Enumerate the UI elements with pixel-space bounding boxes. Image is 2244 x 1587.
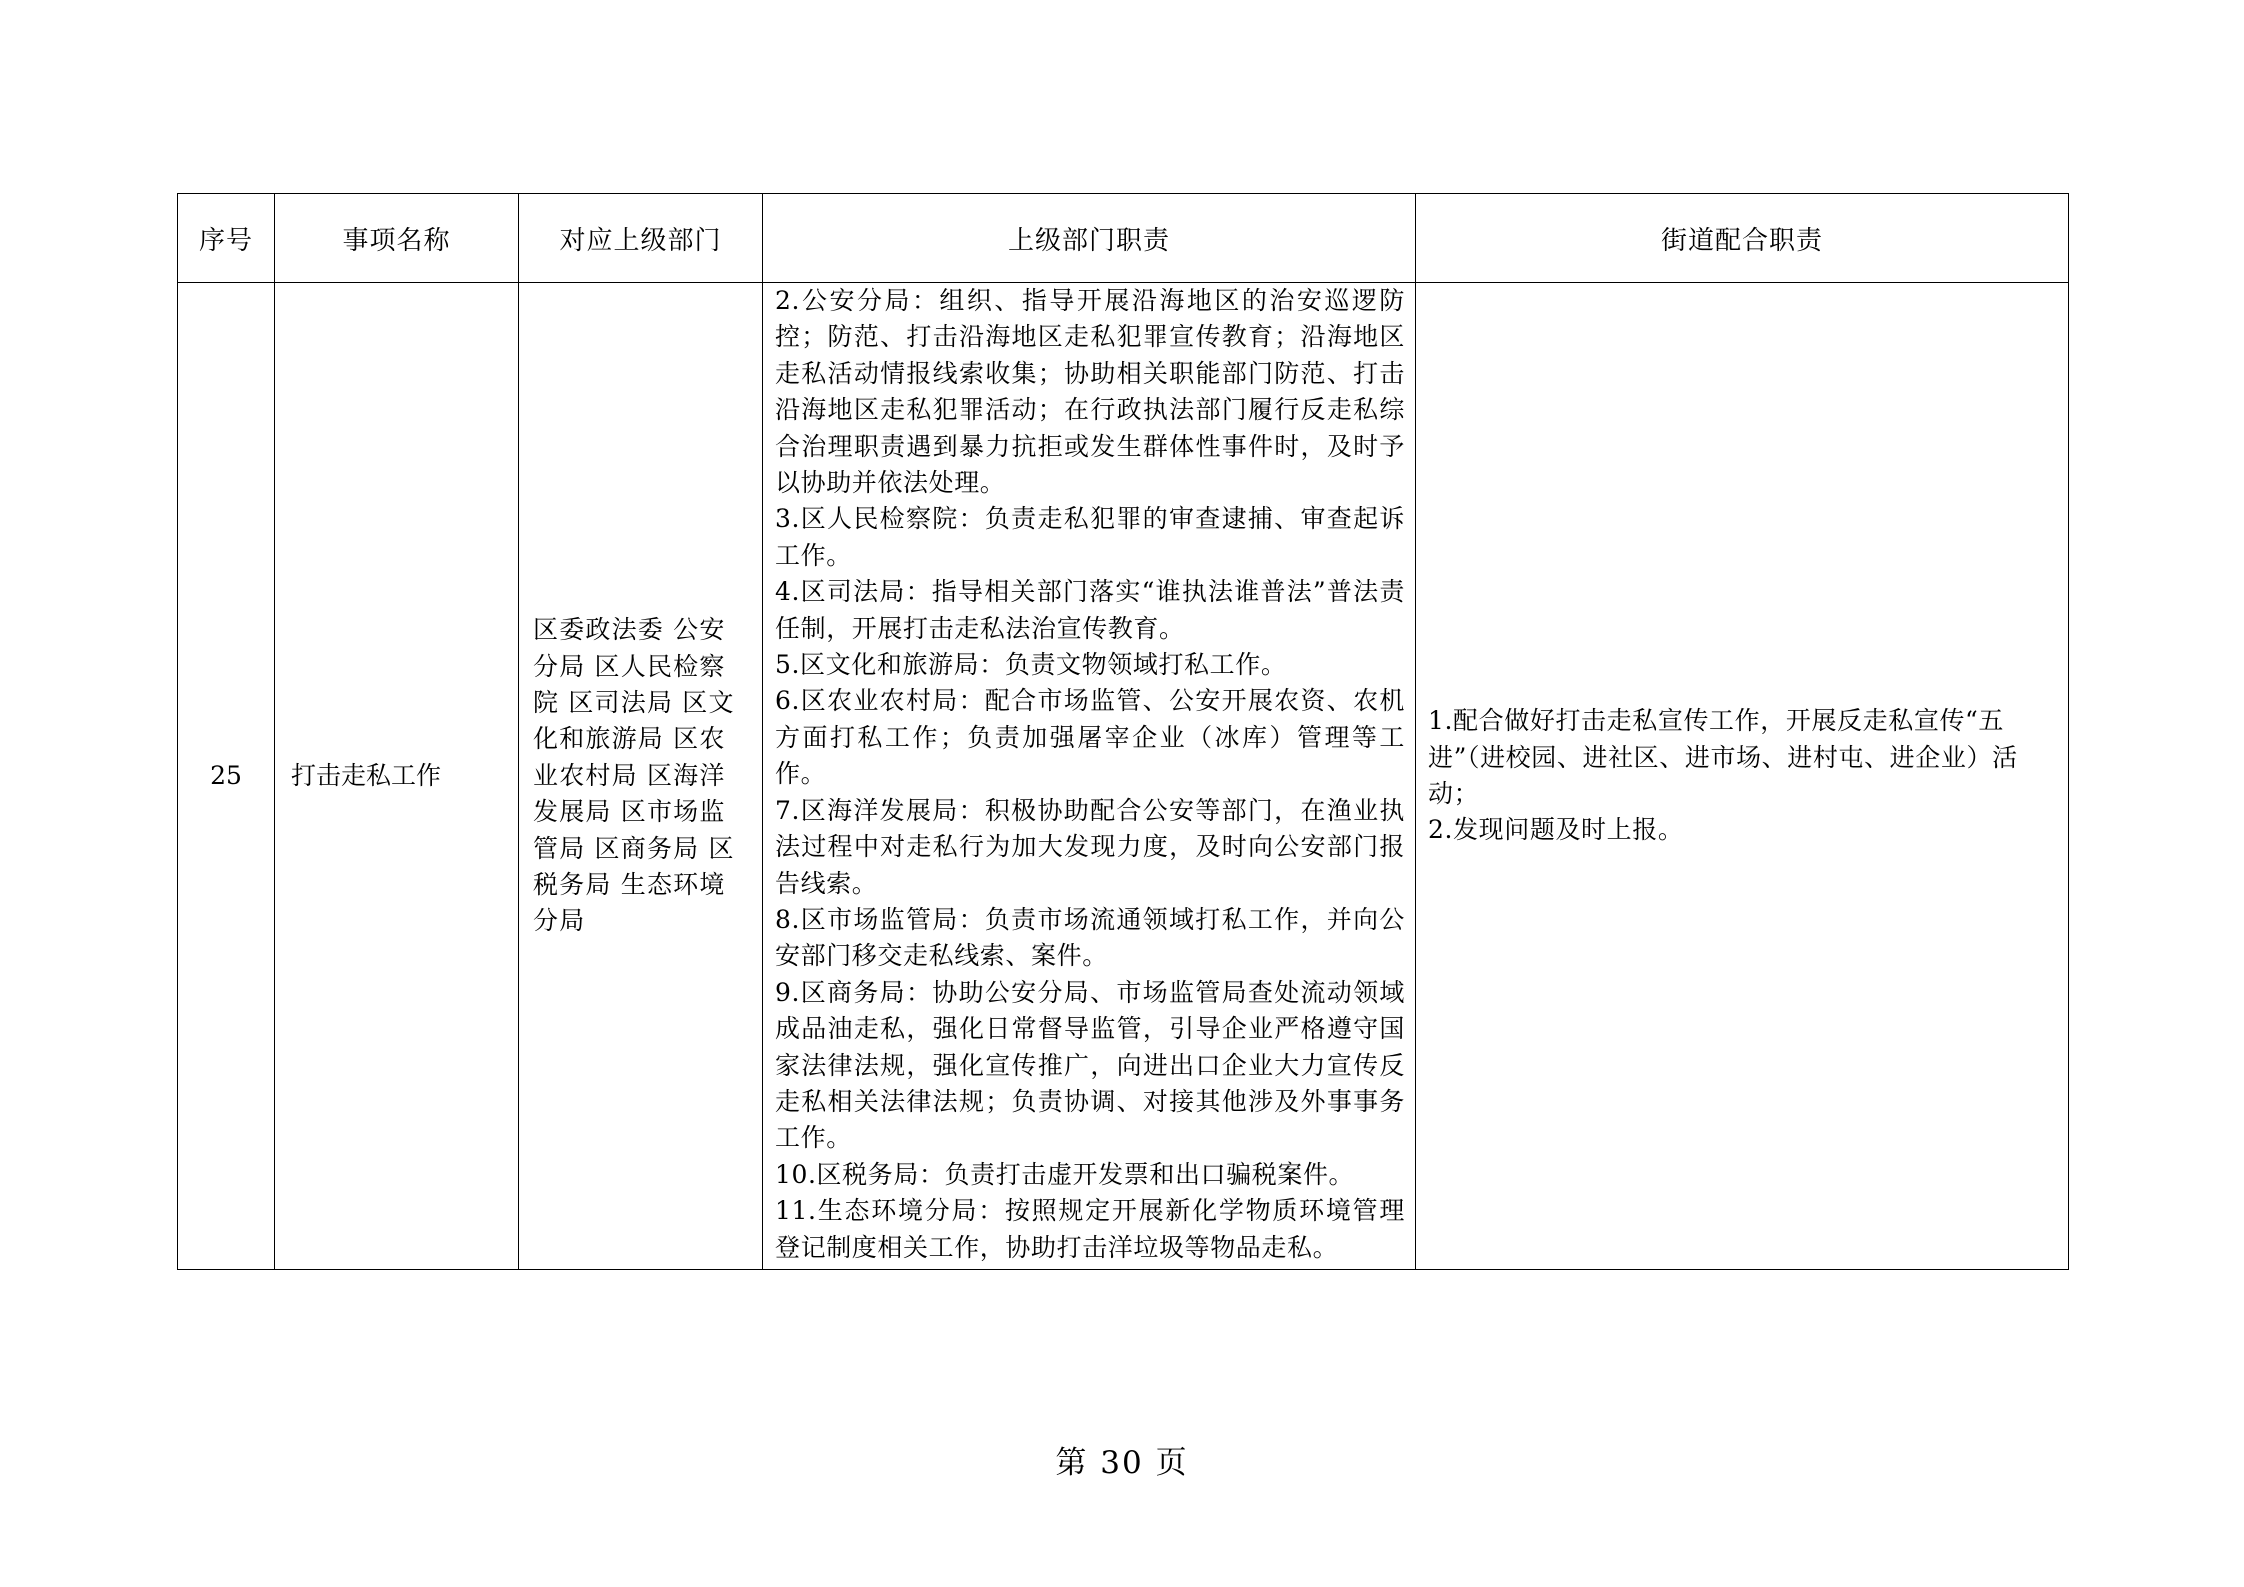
duty-item: 11.生态环境分局：按照规定开展新化学物质环境管理登记制度相关工作，协助打击洋垃圾等物品走私。 [775, 1196, 1405, 1262]
page-number: 第 30 页 [1055, 1445, 1189, 1481]
duty-item: 2.公安分局：组织、指导开展沿海地区的治安巡逻防控；防范、打击沿海地区走私犯罪宣传教育；沿海地区走私活动情报线索收集；协助相关职能部门防范、打击沿海地区走私犯罪活动；在行政执法部门履行反走私综合治理职责遇到暴力抗拒或发生群体性事件时，及时予以协助并依法处理。 [775, 286, 1405, 498]
duty-item: 10.区税务局：负责打击虚开发票和出口骗税案件。 [775, 1159, 1355, 1189]
street-duty-item: 1.配合做好打击走私宣传工作，开展反走私宣传“五进”（进校园、进社区、进市场、进村屯、进企业）活动； [1428, 706, 2018, 808]
street-duty-cell [1416, 283, 2069, 1270]
header-dept-duty: 上级部门职责 [763, 194, 1416, 283]
duty-item: 7.区海洋发展局：积极协助配合公安等部门，在渔业执法过程中对走私行为加大发现力度，及时向公安部门报告线索。 [775, 795, 1405, 898]
header-dept: 对应上级部门 [519, 194, 763, 283]
duty-item: 4.区司法局：指导相关部门落实“谁执法谁普法”普法责任制，开展打击走私法治宣传教育。 [775, 577, 1405, 643]
duty-item: 9.区商务局：协助公安分局、市场监管局查处流动领域成品油走私，强化日常督导监管，引导企业严格遵守国家法律法规，强化宣传推广，向进出口企业大力宣传反走私相关法律法规；负责协调、对接其他涉及外事事务工作。 [775, 977, 1405, 1153]
table-row [178, 283, 2069, 1270]
duty-item: 6.区农业农村局：配合市场监管、公安开展农资、农机方面打私工作；负责加强屠宰企业（冰库）管理等工作。 [775, 686, 1405, 789]
item-name-cell: 打击走私工作 [275, 283, 519, 1270]
dept-list-text: 区委政法委 公安分局 区人民检察院 区司法局 区文化和旅游局 区农业农村局 区海洋发展局 区市场监管局 区商务局 区税务局 生态环境分局 [533, 615, 735, 936]
duty-item: 8.区市场监管局：负责市场流通领域打私工作，并向公安部门移交走私线索、案件。 [775, 904, 1405, 971]
street-duty-item: 2.发现问题及时上报。 [1428, 815, 1684, 845]
duty-item: 3.区人民检察院：负责走私犯罪的审查逮捕、审查起诉工作。 [775, 504, 1405, 570]
header-street-duty: 街道配合职责 [1416, 194, 2069, 283]
dept-duty-cell [763, 283, 1416, 1270]
dept-cell [519, 283, 763, 1270]
seq-cell: 25 [178, 283, 275, 1270]
duty-item: 5.区文化和旅游局：负责文物领域打私工作。 [775, 650, 1287, 680]
table-header-row [178, 194, 2069, 283]
header-item-name: 事项名称 [275, 194, 519, 283]
header-seq: 序号 [178, 194, 275, 283]
duty-table [177, 193, 2069, 1270]
